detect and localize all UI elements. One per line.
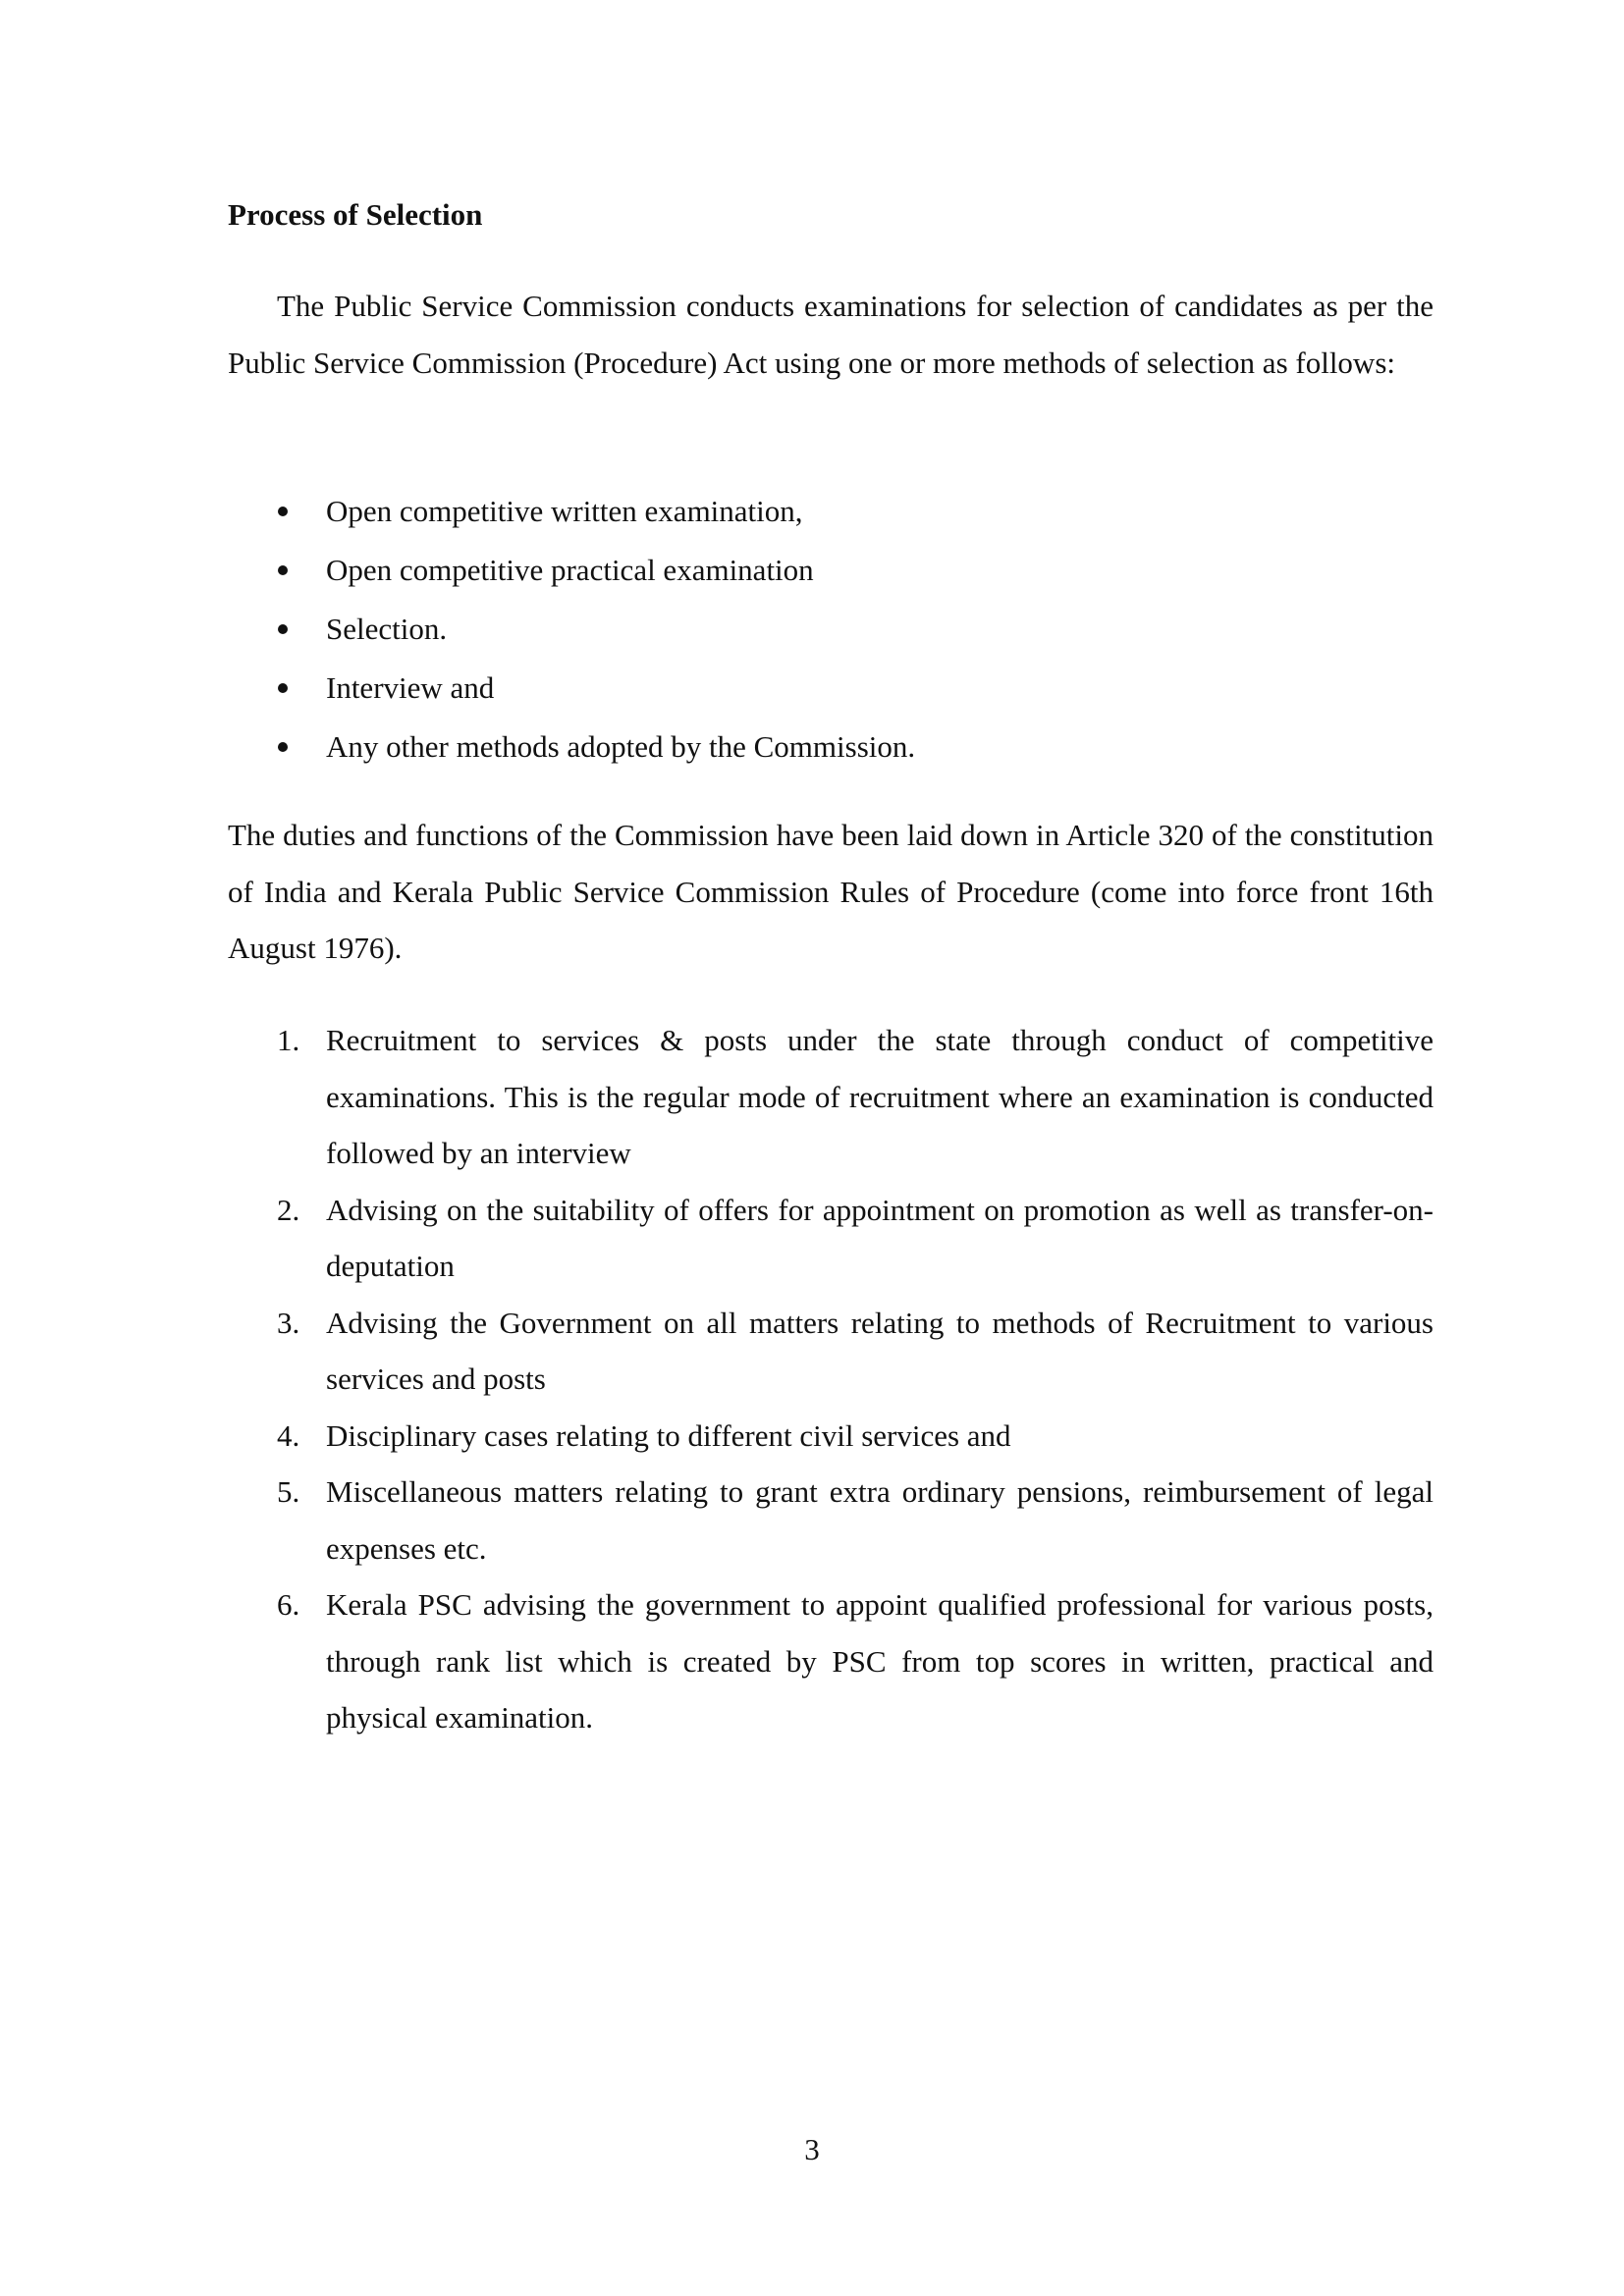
list-item-number: 2.: [277, 1192, 300, 1227]
list-item: [228, 1576, 1434, 1746]
list-item-text: Any other methods adopted by the Commission.: [326, 729, 916, 764]
list-item-text: Open competitive written examination,: [326, 494, 803, 528]
functions-list: [228, 1012, 1434, 1746]
intro-paragraph: The Public Service Commission conducts examinations for selection of candidates as per the Public Service Commission (Procedure) Act using one or more methods of selection as follows:: [228, 289, 1434, 380]
list-item-text: Interview and: [326, 670, 495, 705]
section-heading: Process of Selection: [228, 197, 483, 232]
list-item: [228, 1295, 1434, 1408]
list-item: [228, 718, 1434, 776]
list-item-number: 6.: [277, 1587, 300, 1622]
list-item-number: 5.: [277, 1474, 300, 1509]
list-item: [228, 659, 1434, 718]
list-item-text: Selection.: [326, 612, 448, 646]
list-item-text: Disciplinary cases relating to different civil services and: [326, 1417, 1011, 1453]
list-item-text: Open competitive practical examination: [326, 553, 814, 587]
list-item: [228, 482, 1434, 541]
page-number: 3: [804, 2132, 820, 2166]
list-item-number: 3.: [277, 1305, 300, 1340]
list-item-text: Miscellaneous matters relating to grant extra ordinary pensions, reimbursement of legal expenses etc.: [326, 1474, 1434, 1566]
list-item-text: Advising on the suitability of offers for appointment on promotion as well as transfer-on-deputation: [326, 1192, 1434, 1283]
bullet-icon: [278, 565, 288, 575]
list-item: [228, 1182, 1434, 1295]
list-item: [228, 1408, 1434, 1465]
list-item-number: 1.: [277, 1023, 300, 1057]
list-item: [228, 600, 1434, 659]
list-item: [228, 1012, 1434, 1182]
list-item-text: Kerala PSC advising the government to appoint qualified professional for various posts, through rank list which is created by PSC from top scores in written, practical and physical examination.: [326, 1587, 1434, 1735]
selection-methods-list: [228, 482, 1434, 776]
list-item: [228, 1464, 1434, 1576]
list-item-number: 4.: [277, 1417, 300, 1453]
bullet-icon: [278, 507, 288, 516]
bullet-icon: [278, 742, 288, 752]
duties-paragraph: The duties and functions of the Commission have been laid down in Article 320 of the constitution of India and Kerala Public Service Commission Rules of Procedure (come into force front 16th August 1976).: [228, 818, 1434, 965]
list-item: [228, 541, 1434, 600]
list-item-text: Recruitment to services & posts under the state through conduct of competitive examinations. This is the regular mode of recruitment where an examination is conducted followed by an interview: [326, 1023, 1434, 1170]
bullet-icon: [278, 624, 288, 634]
bullet-icon: [278, 683, 288, 693]
list-item-text: Advising the Government on all matters relating to methods of Recruitment to various services and posts: [326, 1305, 1434, 1396]
